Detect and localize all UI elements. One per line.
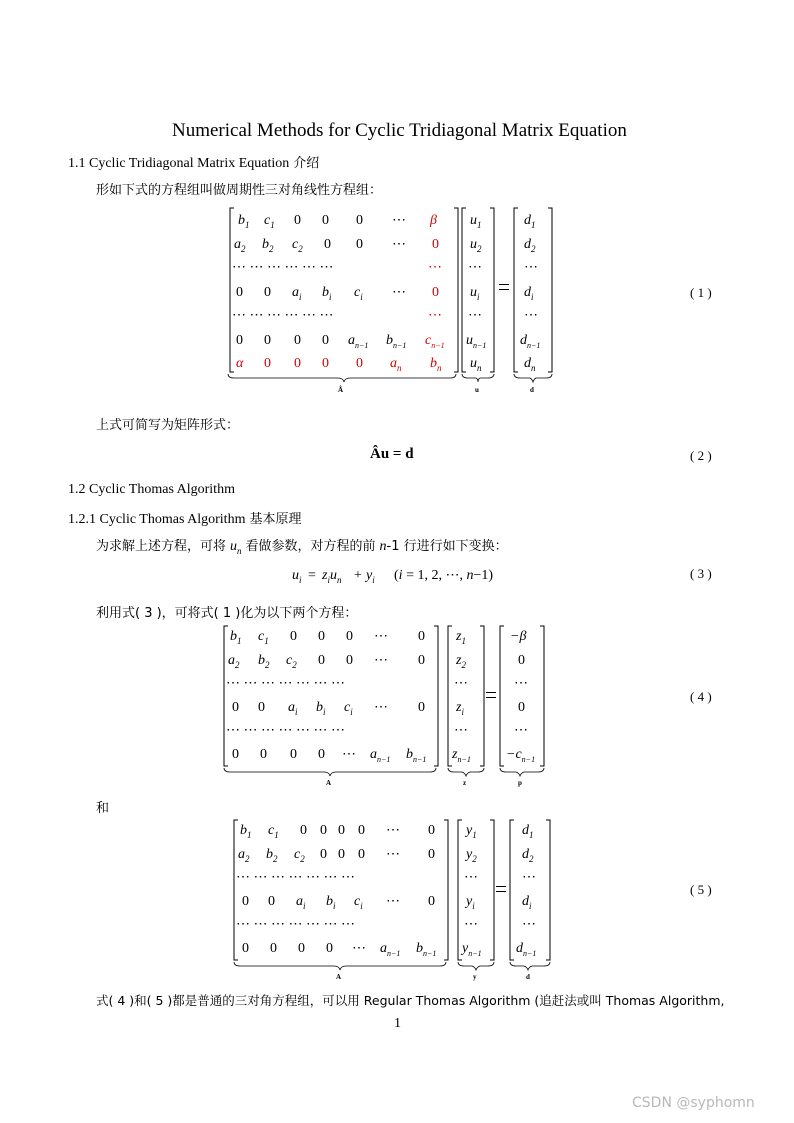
equation-5 xyxy=(228,814,558,984)
svg-text:0: 0 xyxy=(322,356,329,371)
svg-text:ui: $u_i$ xyxy=(470,285,480,302)
svg-text:0: 0 xyxy=(298,941,305,956)
svg-text:⋯: ⋯ xyxy=(392,285,406,300)
svg-text:yn−1: $y_{n-1}$ xyxy=(462,941,482,958)
equation-2: Âu = d xyxy=(370,446,414,462)
paragraph-1 xyxy=(96,535,508,556)
section-heading-1-2: 1.2 Cyclic Thomas Algorithm xyxy=(68,482,235,497)
svg-text:a2: $a_2$ xyxy=(238,847,250,864)
svg-text:⋯: ⋯ xyxy=(454,723,468,738)
subsection-heading-zh: 基本原理 xyxy=(249,512,302,527)
svg-text:bn−1: $b_{n-1}$ xyxy=(406,747,427,764)
svg-text:bn−1: $b_{n-1}$ xyxy=(416,941,437,958)
svg-text:0: 0 xyxy=(322,333,329,348)
final-paragraph: 式( 4 )和( 5 )都是普通的三对角方程组，可以用 Regular Thomas Algorithm (追赶法或叫 Thomas Algorithm, xyxy=(96,993,725,1008)
svg-text:0: 0 xyxy=(358,823,365,838)
svg-text:⋯: ⋯ xyxy=(342,747,356,762)
equation-5-tag: ( 5 ) xyxy=(690,882,712,897)
svg-text:ci: $c_i$ xyxy=(354,894,363,911)
svg-text:0: 0 xyxy=(518,700,525,715)
svg-text:⋯: ⋯ xyxy=(374,629,388,644)
svg-text:un: $u_n$ xyxy=(470,356,482,373)
svg-text:⋯ ⋯ ⋯ ⋯ ⋯ ⋯ ⋯: ⋯ ⋯ ⋯ ⋯ ⋯ ⋯ ⋯ xyxy=(226,723,345,738)
page-title: Numerical Methods for Cyclic Tridiagonal Matrix Equation xyxy=(172,120,627,141)
svg-text:d1: $d_1$ xyxy=(524,213,536,230)
svg-text:0: 0 xyxy=(326,941,333,956)
svg-text:ziun: $z_iu_n$ xyxy=(322,568,342,585)
watermark: CSDN @syphomn xyxy=(632,1095,755,1111)
svg-text:0: 0 xyxy=(432,285,439,300)
para1-part-b: 看做参数，对方程的前 xyxy=(245,539,376,554)
svg-text:⋯ ⋯ ⋯ ⋯ ⋯ ⋯ ⋯: ⋯ ⋯ ⋯ ⋯ ⋯ ⋯ ⋯ xyxy=(236,917,355,932)
section-heading-en: 1.1 Cyclic Tridiagonal Matrix Equation xyxy=(68,156,290,171)
svg-text:c2: $c_2$ xyxy=(292,237,303,254)
svg-text:0: 0 xyxy=(260,747,267,762)
svg-text:0: 0 xyxy=(324,237,331,252)
equation-3-tag: ( 3 ) xyxy=(690,566,712,581)
equation-2-tag: ( 2 ) xyxy=(690,448,712,463)
svg-text:0: 0 xyxy=(358,847,365,862)
svg-text:b2: $b_2$ xyxy=(266,847,278,864)
svg-text:⋯: ⋯ xyxy=(524,308,538,323)
equation-3 xyxy=(290,562,510,586)
svg-text:0: 0 xyxy=(258,700,265,715)
svg-text:c1: $c_1$ xyxy=(268,823,279,840)
svg-text:dn−1: $d_{n-1}$ xyxy=(520,333,541,350)
svg-text:⋯: ⋯ xyxy=(392,237,406,252)
svg-text:+: + xyxy=(354,568,362,583)
svg-text:0: 0 xyxy=(356,356,363,371)
svg-text:p: p xyxy=(518,779,522,787)
svg-text:0: 0 xyxy=(300,823,307,838)
svg-text:b1: $b_1$ xyxy=(240,823,252,840)
svg-text:0: 0 xyxy=(428,894,435,909)
svg-text:⋯: ⋯ xyxy=(386,823,400,838)
svg-text:⋯: ⋯ xyxy=(514,676,528,691)
svg-text:z1: $z_1$ xyxy=(456,629,466,646)
para1-sub: n xyxy=(237,546,242,557)
svg-text:c1: $c_1$ xyxy=(258,629,269,646)
svg-text:⋯: ⋯ xyxy=(468,308,482,323)
svg-text:0: 0 xyxy=(270,941,277,956)
matrix-form-text: 上式可简写为矩阵形式： xyxy=(96,418,240,433)
svg-text:y: y xyxy=(473,973,477,981)
svg-text:A: A xyxy=(326,779,332,787)
equation-4 xyxy=(218,620,558,790)
svg-text:0: 0 xyxy=(236,333,243,348)
svg-text:b1: $b_1$ xyxy=(230,629,242,646)
svg-text:dn−1: $d_{n-1}$ xyxy=(516,941,537,958)
svg-text:=: = xyxy=(308,568,316,583)
svg-text:⋯: ⋯ xyxy=(374,700,388,715)
svg-text:0: 0 xyxy=(322,213,329,228)
svg-text:bi: $b_i$ xyxy=(316,700,326,717)
svg-text:⋯ ⋯ ⋯ ⋯ ⋯ ⋯: ⋯ ⋯ ⋯ ⋯ ⋯ ⋯ xyxy=(232,308,334,323)
svg-text:⋯: ⋯ xyxy=(352,941,366,956)
svg-text:⋯: ⋯ xyxy=(514,723,528,738)
svg-text:Â: Â xyxy=(338,386,344,394)
svg-text:d2: $d_2$ xyxy=(522,847,534,864)
svg-text:0: 0 xyxy=(290,747,297,762)
svg-text:z: z xyxy=(463,779,467,787)
svg-text:⋯: ⋯ xyxy=(464,870,478,885)
svg-text:di: $d_i$ xyxy=(522,894,532,911)
svg-text:b2: $b_2$ xyxy=(262,237,274,254)
and-word: 和 xyxy=(96,801,110,816)
svg-text:0: 0 xyxy=(418,653,425,668)
svg-text:0: 0 xyxy=(338,823,345,838)
svg-text:cn−1: $c_{n-1}$ xyxy=(425,333,445,350)
svg-text:an−1: $a_{n-1}$ xyxy=(348,333,369,350)
para1-part-a: 为求解上述方程，可将 xyxy=(96,539,227,554)
svg-text:ci: $c_i$ xyxy=(344,700,353,717)
svg-text:⋯: ⋯ xyxy=(428,308,442,323)
svg-text:z2: $z_2$ xyxy=(456,653,466,670)
svg-text:0: 0 xyxy=(346,629,353,644)
svg-text:⋯ ⋯ ⋯ ⋯ ⋯ ⋯ ⋯: ⋯ ⋯ ⋯ ⋯ ⋯ ⋯ ⋯ xyxy=(226,676,345,691)
svg-text:bi: $b_i$ xyxy=(322,285,332,302)
svg-text:0: 0 xyxy=(268,894,275,909)
svg-text:0: 0 xyxy=(320,823,327,838)
svg-text:0: 0 xyxy=(232,747,239,762)
svg-text:0: 0 xyxy=(428,823,435,838)
svg-text:an−1: $a_{n-1}$ xyxy=(380,941,401,958)
svg-text:dn: $d_n$ xyxy=(524,356,536,373)
svg-text:zn−1: $z_{n-1}$ xyxy=(452,747,471,764)
svg-text:ci: $c_i$ xyxy=(354,285,363,302)
svg-text:di: $d_i$ xyxy=(524,285,534,302)
paragraph-2: 利用式( 3 )，可将式( 1 )化为以下两个方程： xyxy=(96,606,358,621)
svg-text:⋯: ⋯ xyxy=(392,213,406,228)
para1-part-d: -1 行进行如下变换： xyxy=(386,539,508,554)
svg-text:0: 0 xyxy=(432,237,439,252)
svg-text:β: β xyxy=(430,213,437,228)
svg-text:⋯: ⋯ xyxy=(454,676,468,691)
svg-text:c2: $c_2$ xyxy=(286,653,297,670)
svg-text:an: $a_n$ xyxy=(390,356,402,373)
svg-text:−β: −β xyxy=(510,629,527,644)
svg-text:A: A xyxy=(336,973,342,981)
svg-text:0: 0 xyxy=(264,333,271,348)
svg-text:0: 0 xyxy=(338,847,345,862)
svg-text:⋯: ⋯ xyxy=(464,917,478,932)
section-heading-zh: 介绍 xyxy=(293,156,320,171)
svg-text:α: α xyxy=(236,356,244,371)
svg-text:0: 0 xyxy=(318,653,325,668)
svg-text:y2: $y_2$ xyxy=(466,847,477,864)
svg-text:0: 0 xyxy=(232,700,239,715)
svg-text:yi: $y_i$ xyxy=(366,568,375,585)
svg-text:ui: $u_i$ xyxy=(292,568,302,585)
svg-text:0: 0 xyxy=(294,333,301,348)
equation-1-tag: ( 1 ) xyxy=(690,285,712,300)
svg-text:0: 0 xyxy=(418,629,425,644)
svg-text:un−1: $u_{n-1}$ xyxy=(466,333,487,350)
svg-text:0: 0 xyxy=(318,629,325,644)
svg-text:bi: $b_i$ xyxy=(326,894,336,911)
svg-text:d2: $d_2$ xyxy=(524,237,536,254)
svg-text:0: 0 xyxy=(356,237,363,252)
svg-text:bn−1: $b_{n-1}$ xyxy=(386,333,407,350)
svg-text:⋯: ⋯ xyxy=(386,894,400,909)
svg-text:0: 0 xyxy=(264,285,271,300)
svg-text:c2: $c_2$ xyxy=(294,847,305,864)
subsection-heading-en: 1.2.1 Cyclic Thomas Algorithm xyxy=(68,512,246,527)
equation-1 xyxy=(222,202,562,398)
svg-text:⋯ ⋯ ⋯ ⋯ ⋯ ⋯ ⋯: ⋯ ⋯ ⋯ ⋯ ⋯ ⋯ ⋯ xyxy=(236,870,355,885)
svg-text:bn: $b_n$ xyxy=(430,356,442,373)
para1-var: u xyxy=(230,539,238,554)
equation-4-tag: ( 4 ) xyxy=(690,689,712,704)
svg-text:d: d xyxy=(530,386,534,394)
svg-text:0: 0 xyxy=(356,213,363,228)
svg-text:d: d xyxy=(526,973,530,981)
svg-text:c1: $c_1$ xyxy=(264,213,275,230)
section-heading-1-1 xyxy=(68,152,319,172)
svg-text:⋯: ⋯ xyxy=(374,653,388,668)
intro-paragraph: 形如下式的方程组叫做周期性三对角线性方程组： xyxy=(96,183,383,198)
svg-text:0: 0 xyxy=(236,285,243,300)
svg-text:⋯: ⋯ xyxy=(524,260,538,275)
svg-text:0: 0 xyxy=(290,629,297,644)
svg-text:0: 0 xyxy=(318,747,325,762)
svg-text:zi: $z_i$ xyxy=(456,700,464,717)
svg-text:0: 0 xyxy=(428,847,435,862)
svg-text:u1: $u_1$ xyxy=(470,213,482,230)
svg-text:u2: $u_2$ xyxy=(470,237,482,254)
svg-text:y1: $y_1$ xyxy=(466,823,477,840)
svg-text:⋯ ⋯ ⋯ ⋯ ⋯ ⋯: ⋯ ⋯ ⋯ ⋯ ⋯ ⋯ xyxy=(232,260,334,275)
svg-text:ai: $a_i$ xyxy=(292,285,302,302)
svg-text:a2: $a_2$ xyxy=(228,653,240,670)
svg-text:b2: $b_2$ xyxy=(258,653,270,670)
svg-text:a2: $a_2$ xyxy=(234,237,246,254)
svg-text:⋯: ⋯ xyxy=(386,847,400,862)
svg-text:ai: $a_i$ xyxy=(288,700,298,717)
svg-text:0: 0 xyxy=(346,653,353,668)
svg-text:⋯: ⋯ xyxy=(428,260,442,275)
svg-text:⋯: ⋯ xyxy=(522,917,536,932)
subsection-heading-1-2-1 xyxy=(68,508,301,528)
svg-text:an−1: $a_{n-1}$ xyxy=(370,747,391,764)
svg-text:0: 0 xyxy=(418,700,425,715)
svg-text:d1: $d_1$ xyxy=(522,823,534,840)
page-number: 1 xyxy=(394,1016,401,1031)
svg-text:ai: $a_i$ xyxy=(296,894,306,911)
svg-text:0: 0 xyxy=(294,213,301,228)
para1-n: n xyxy=(379,539,387,554)
svg-text:0: 0 xyxy=(320,847,327,862)
svg-text:0: 0 xyxy=(294,356,301,371)
svg-text:u: u xyxy=(475,386,479,394)
svg-text:b1: $b_1$ xyxy=(238,213,250,230)
svg-text:0: 0 xyxy=(264,356,271,371)
svg-text:⋯: ⋯ xyxy=(522,870,536,885)
svg-text:0: 0 xyxy=(518,653,525,668)
svg-text:⋯: ⋯ xyxy=(468,260,482,275)
svg-text:0: 0 xyxy=(242,894,249,909)
svg-text:0: 0 xyxy=(242,941,249,956)
svg-text:−cn−1: $-c_{n-1}$ xyxy=(506,747,536,764)
svg-text:(i = 1, 2, ⋯, n−1): (i = 1, 2, ⋯, n−1) xyxy=(394,568,494,583)
svg-text:yi: $y_i$ xyxy=(466,894,475,911)
